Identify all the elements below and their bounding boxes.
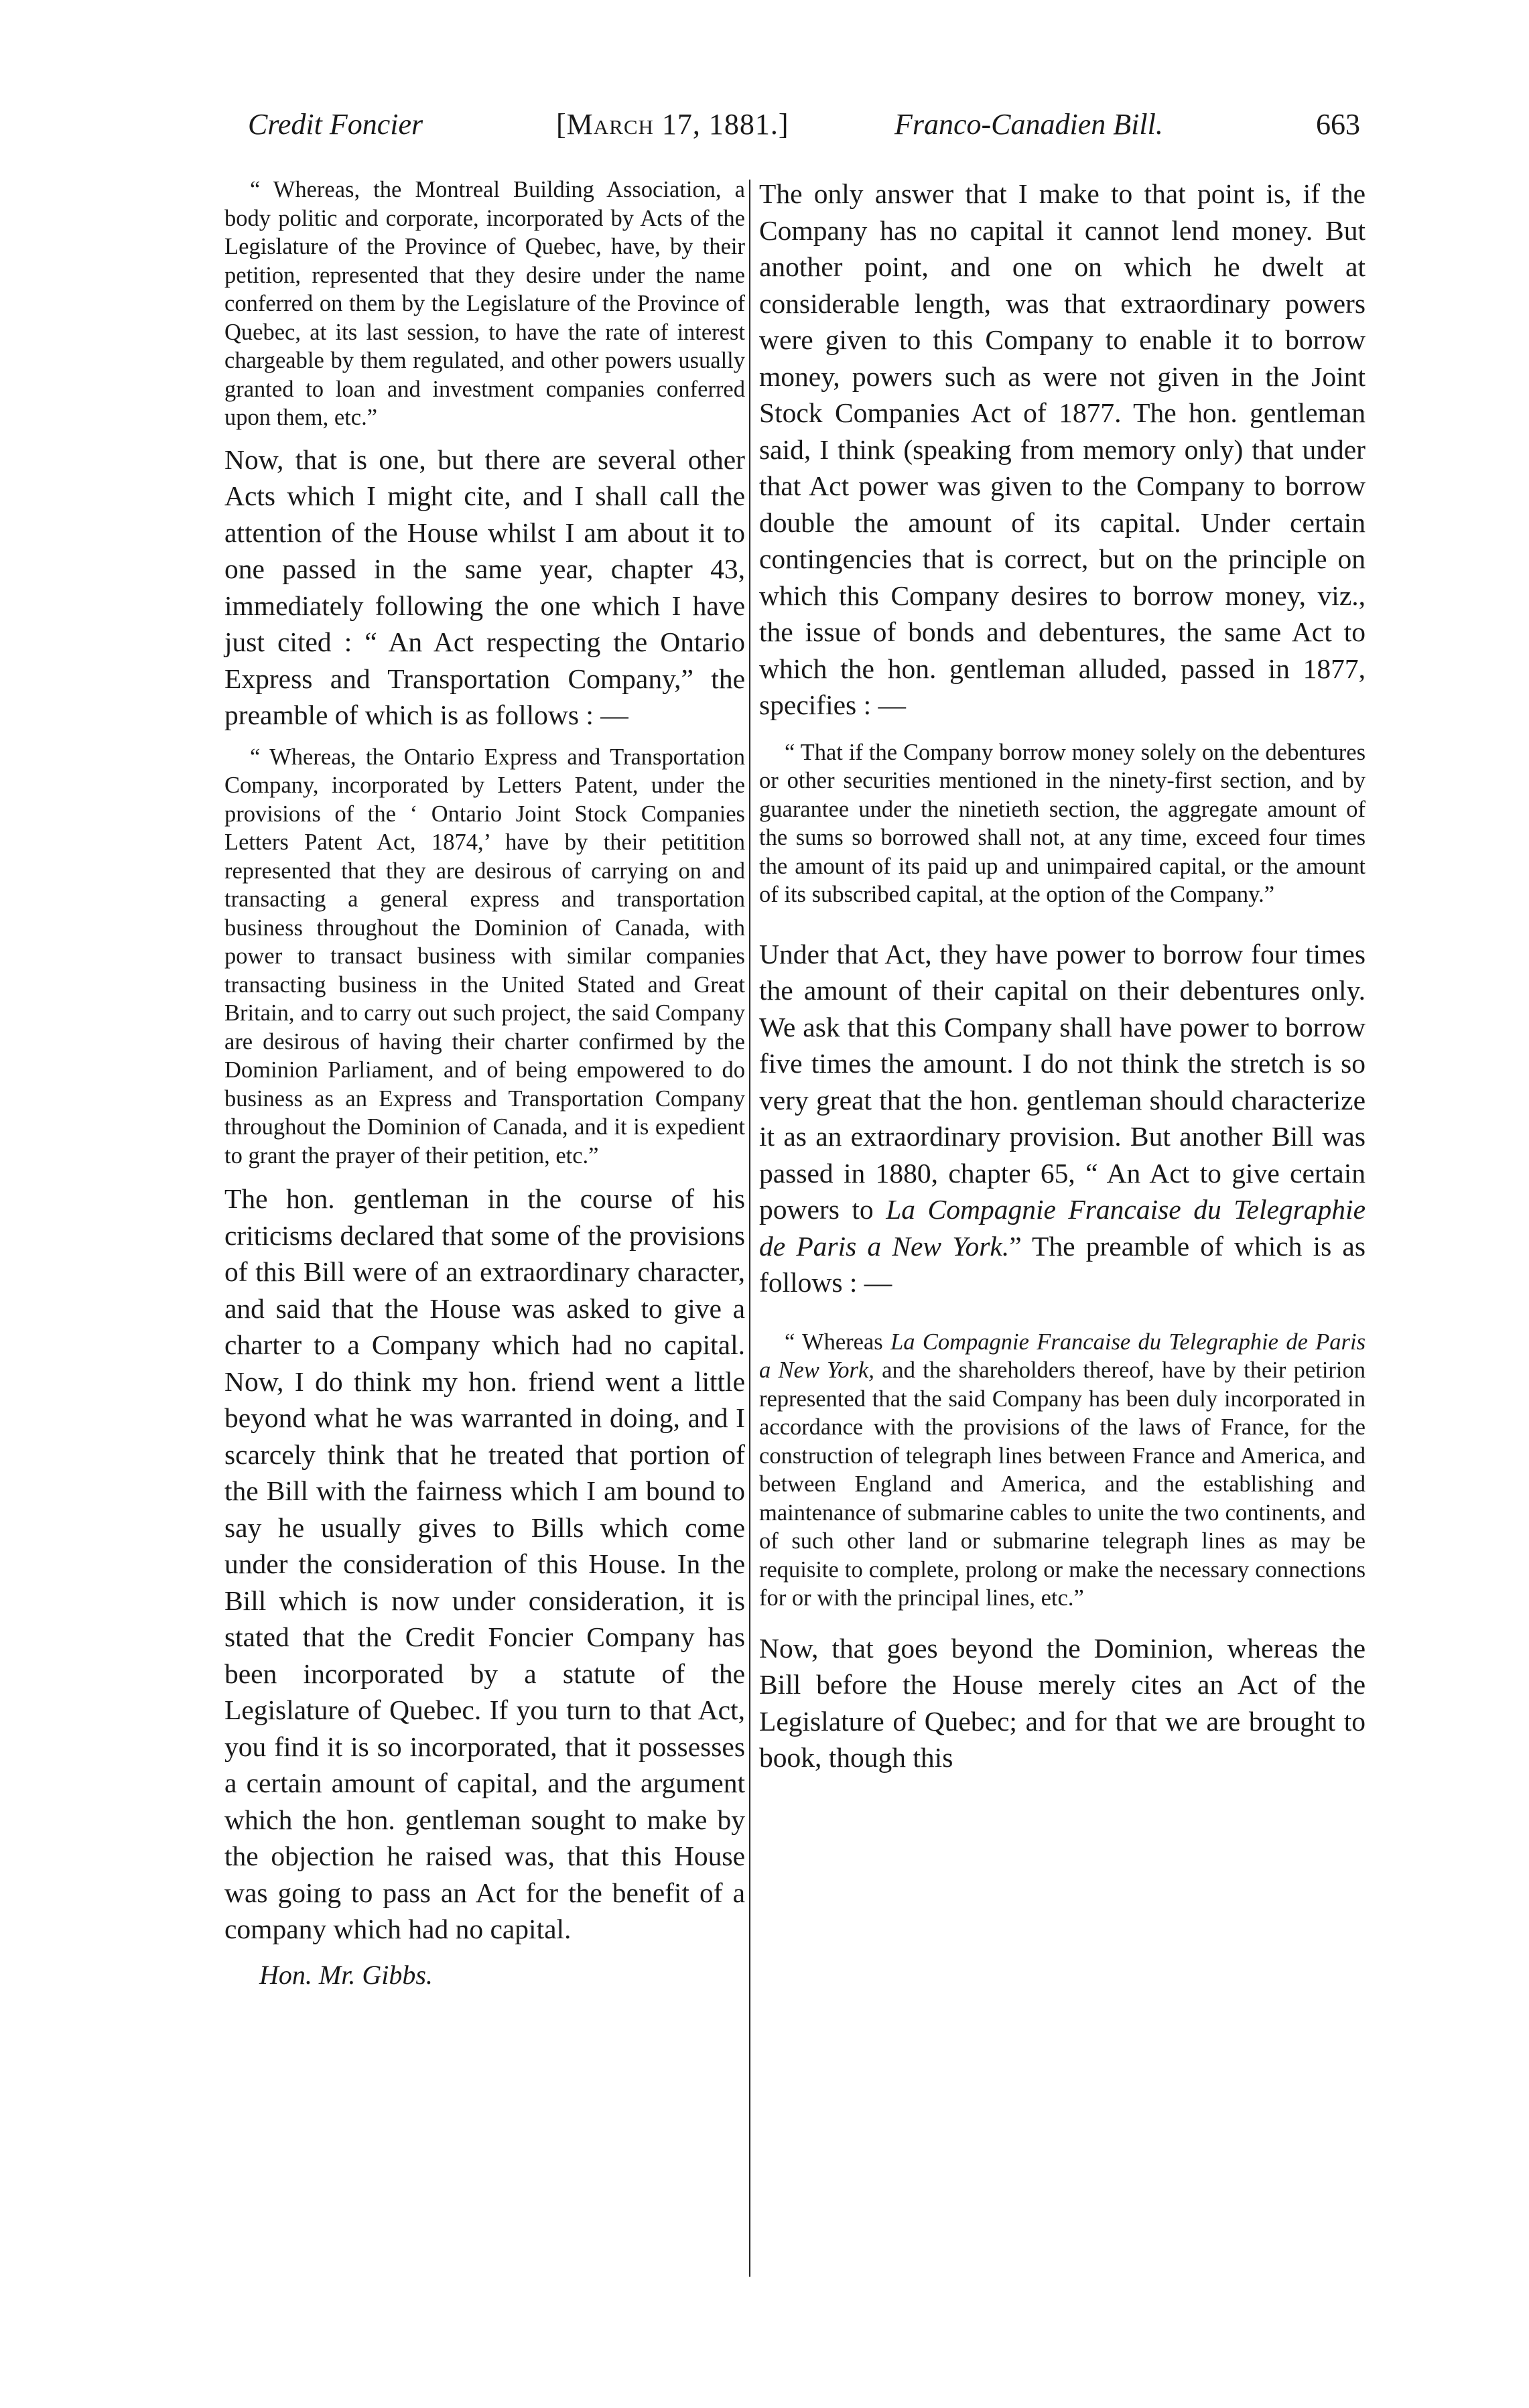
running-header: [221, 98, 1360, 151]
paragraph-under-that-act: [759, 936, 1366, 1301]
quote-ontario-express: “ Whereas, the Ontario Express and Transportation Company, incorporated by Letters Patent, under the provisions of the ‘ Ontario Joint Stock Companies Letters Patent Act, 1874,’ have by their petitition represented that they are desirous of carrying on and transacting a general express and transportation business throughout the Dominion of Canada, with power to transact business with similar companies transacting business in the United Stated and Great Britain, and to carry out such project, the said Company are desirous of having their charter confirmed by the Dominion Parliament, and of being empowered to do business as an Express and Transportation Company throughout the Dominion of Canada, and it is expedient to grant the prayer of their petition, etc.”: [224, 744, 745, 1168]
quote-montreal-building: “ Whereas, the Montreal Building Association, a body politic and corporate, incorporated by Acts of the Legislature of the Province of Quebec, have, by their petition, represented that they desire under the name conferred on them by the Legislature of the Province of Quebec, at its last session, to have the rate of interest chargeable by them regulated, and other powers usually granted to loan and investment companies conferred upon them, etc.”: [224, 177, 745, 430]
paragraph-under-text-1: Under that Act, they have power to borrow four times the amount of their capital on their debentures only. We ask that this Company shall have power to borrow five times the amount. I do not think the stretch is so very great that the hon. gentleman should characterize it as an extraordinary provision. But another Bill was passed in 1880, chapter 65, “ An Act to give certain powers to: [759, 938, 1366, 1225]
paragraph-beyond-dominion: Now, that goes beyond the Dominion, whereas the Bill before the House merely cites an Act of the Legislature of Quebec; and for that we are brought to book, though this: [759, 1632, 1366, 1773]
company-name-italic: La Compagnie Francaise du Telegraphie de Paris a New York.: [759, 1194, 1366, 1262]
header-left-title: Credit Foncier: [248, 108, 423, 141]
quote-whereas-compagnie: [759, 1328, 1366, 1613]
page-number: 663: [1316, 108, 1360, 141]
column-divider: [749, 180, 750, 2277]
right-column: [759, 176, 1366, 1776]
paragraph-only-answer: The only answer that I make to that point is, if the Company has no capital it cannot lend money. But another point, and one on which he dwelt at considerable length, was that extraordinary powers were given to this Company to enable it to borrow money, powers such as were not given in the Joint Stock Companies Act of 1877. The hon. gentleman said, I think (speaking from memory only) that under that Act power was given to the Company to borrow double the amount of its capital. Under certain contingencies that is correct, but on the principle on which this Company desires to borrow money, viz., the issue of bonds and debentures, the same Act to which the hon. gentleman alluded, passed in 1877, specifies : —: [759, 178, 1366, 720]
paragraph-other-acts: Now, that is one, but there are several other Acts which I might cite, and I shall call the attention of the House whilst I am about it to one passed in the same year, chapter 43, immediately following the one which I have just cited : “ An Act respecting the Ontario Express and Transportation Company,” the preamble of which is as follows : —: [224, 444, 745, 730]
quote-company-name-italic: La Compagnie Francaise du Telegraphie de Paris a New York,: [759, 1329, 1366, 1383]
quote-borrow-money: “ That if the Company borrow money solely on the debentures or other securities mentioned in the ninety-first section, and by guarantee under the ninetieth section, the aggregate amount of the sums so borrowed shall not, at any time, exceed four times the amount of its paid up and unimpaired capital, or the amount of its subscribed capital, at the option of the Company.”: [759, 739, 1366, 907]
quote-whereas-text-1: “ Whereas: [785, 1329, 891, 1355]
speaker-signature: Hon. Mr. Gibbs.: [259, 1959, 433, 1990]
paragraph-under-text-2: ” The preamble of which is as follows : —: [759, 1230, 1366, 1298]
header-right-title: Franco-Canadien Bill.: [894, 108, 1163, 141]
header-date: [March 17, 1881.]: [556, 108, 789, 141]
paragraph-hon-gentleman: The hon. gentleman in the course of his criticisms declared that some of the provisions of this Bill were of an extraordinary character, and said that the House was asked to give a charter to a Company which had no capital. Now, I do think my hon. friend went a little beyond what he was warranted in doing, and I scarcely think that he treated that portion of the Bill with the fairness which I am bound to say he usually gives to Bills which come under the consideration of this House. In the Bill which is now under consideration, it is stated that the Credit Foncier Company has been incorporated by a statute of the Legislature of Quebec. If you turn to that Act, you find it is so incorporated, that it possesses a certain amount of capital, and the argument which the hon. gentleman sought to make by the objection he raised was, that this House was going to pass an Act for the benefit of a company which had no capital.: [224, 1183, 745, 1944]
left-column: [224, 176, 745, 1993]
quote-whereas-text-2: and the shareholders thereof, have by their petirion represented that the said Company has been duly incorporated in accordance with the provisions of the laws of France, for the construction of telegraph lines between France and America, and between England and America, and the establishing and maintenance of submarine cables to unite the two continents, and of such other land or submarine telegraph lines as may be requisite to complete, prolong or make the necessary connections for or with the principal lines, etc.”: [759, 1357, 1366, 1611]
